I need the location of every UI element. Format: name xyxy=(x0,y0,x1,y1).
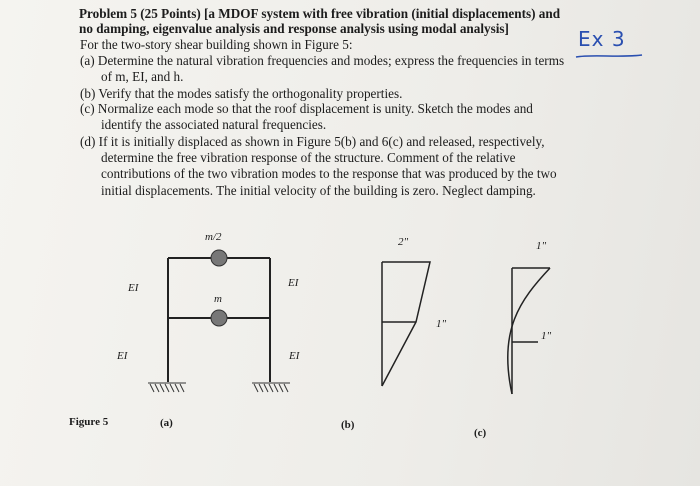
ei-label-lower-right: EI xyxy=(289,350,300,362)
displaced-shape-b xyxy=(382,262,430,386)
mass-label-top: m/2 xyxy=(205,231,222,243)
part-d-line-4: initial displacements. The initial velocity of the building is zero. Neglect damping. xyxy=(101,183,536,198)
shape-b-deflected-line xyxy=(382,262,430,386)
sub-label-a: (a) xyxy=(160,417,173,429)
part-d-line-2: determine the free vibration response of the structure. Comment of the relative xyxy=(101,150,516,165)
part-d-line-3: contributions of the two vibration modes to the response that was produced by the two xyxy=(101,166,557,181)
ei-label-upper-right: EI xyxy=(288,277,299,289)
floor-mass xyxy=(211,310,227,326)
problem-intro: For the two-story shear building shown in Figure 5: xyxy=(80,37,353,52)
shape-c-top-displacement: 1" xyxy=(536,240,547,252)
part-c-line-2: identify the associated natural frequencies. xyxy=(101,117,327,132)
ei-label-upper-left: EI xyxy=(128,282,139,294)
fixed-support-right xyxy=(252,383,290,392)
problem-heading-line-2: no damping, eigenvalue analysis and response analysis using modal analysis] xyxy=(79,21,509,36)
sub-label-b: (b) xyxy=(341,419,355,431)
roof-mass xyxy=(211,250,227,266)
part-a-line-1: (a) Determine the natural vibration frequencies and modes; express the frequencies in terms xyxy=(80,53,565,68)
part-b-line-1: (b) Verify that the modes satisfy the orthogonality properties. xyxy=(80,86,403,101)
handwritten-note: Ex 3 xyxy=(578,27,626,51)
problem-heading-line-1: Problem 5 (25 Points) [a MDOF system with free vibration (initial displacements) and xyxy=(79,6,561,21)
part-c-line-1: (c) Normalize each mode so that the roof displacement is unity. Sketch the modes and xyxy=(80,101,533,116)
shape-c-middle-displacement: 1" xyxy=(541,330,552,342)
sub-label-c: (c) xyxy=(474,427,487,439)
fixed-support-left xyxy=(148,383,186,392)
mass-label-middle: m xyxy=(214,293,222,305)
part-d-line-1: (d) If it is initially displaced as shown in Figure 5(b) and 6(c) and released, respectively, xyxy=(80,134,545,149)
part-a-line-2: of m, EI, and h. xyxy=(101,69,184,84)
shape-b-middle-displacement: 1" xyxy=(436,318,447,330)
figure-caption: Figure 5 xyxy=(69,416,109,428)
shape-b-top-displacement: 2" xyxy=(398,236,409,248)
ei-label-lower-left: EI xyxy=(117,350,128,362)
